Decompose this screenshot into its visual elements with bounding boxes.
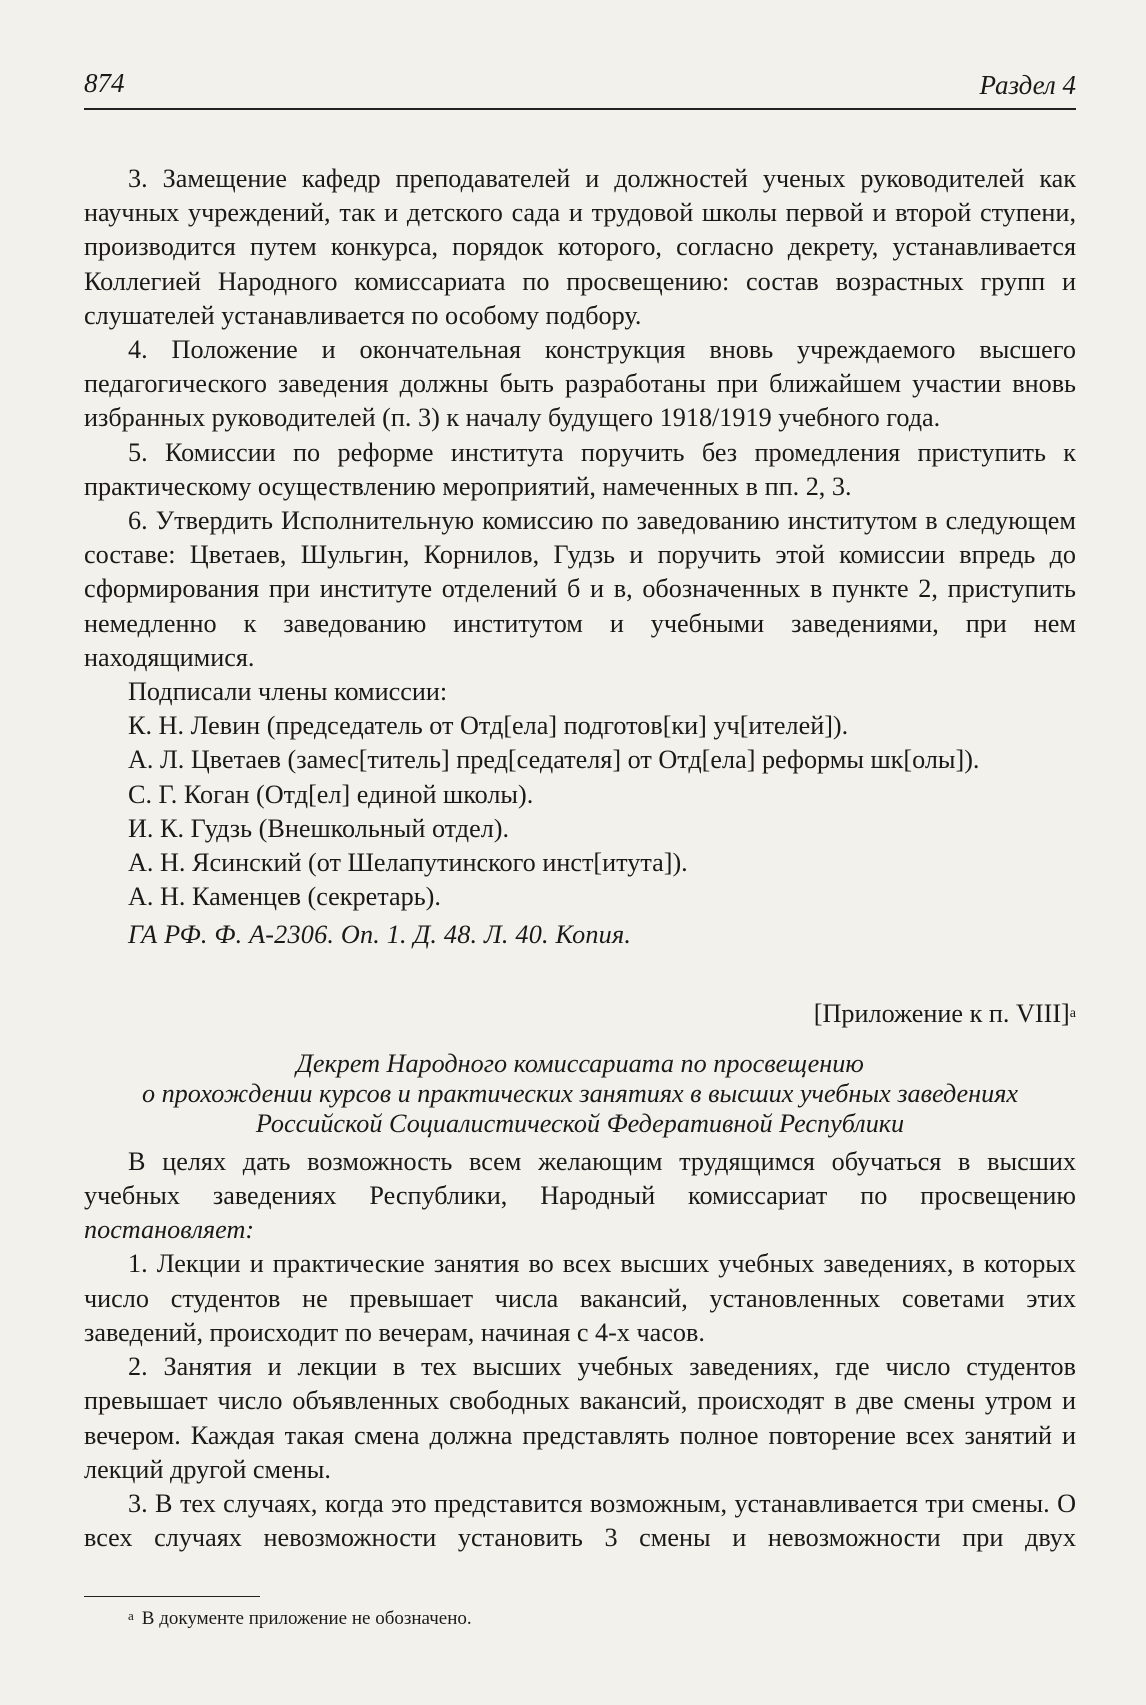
signature-levin: К. Н. Левин (председатель от Отд[ела] подготов[ки] уч[ителей]). — [128, 711, 849, 741]
page — [84, 60, 1076, 1629]
signature-gudz: И. К. Гудзь (Внешкольный отдел). — [128, 813, 510, 843]
footnote — [128, 1608, 472, 1630]
footnote-separator — [84, 1596, 260, 1597]
main-text — [84, 162, 1076, 1555]
paragraph-3: 3. Замещение кафедр преподавателей и должностей ученых руководителей как научных учреждений, так и детского сада и трудовой школы первой и второй ступени, производится путем конкурса, порядок которого, согласно декрету, устанавливается Коллегией Народного комиссариата по просвещению: состав возрастных групп и слушателей устанавливается по особому подбору. — [84, 164, 1076, 330]
decree-title-line-1: Декрет Народного комиссариата по просвещению — [296, 1048, 864, 1078]
signature-kogan: С. Г. Коган (Отд[ел] единой школы). — [128, 779, 534, 809]
archive-source: ГА РФ. Ф. А-2306. Оп. 1. Д. 48. Л. 40. Копия. — [128, 920, 632, 950]
footnote-ref: а — [1069, 1005, 1076, 1021]
decree-item-3: 3. В тех случаях, когда это представится возможным, устанавливается три смены. О всех случаях невозможности установить 3 смены и невозможности при двух — [84, 1488, 1076, 1553]
decree-intro-text: В целях дать возможность всем желающим трудящимся обучаться в высших учебных заведениях Республики, Народный комиссариат по просвещению — [84, 1146, 1076, 1211]
decree-title-line-3: Российской Социалистической Федеративной Республики — [255, 1108, 905, 1138]
running-header — [84, 60, 1076, 110]
decree-title-line-2: о прохождении курсов и практических занятиях в высших учебных заведениях — [141, 1078, 1019, 1108]
appendix-label — [84, 997, 1076, 1031]
paragraph-5: 5. Комиссии по реформе института поручить без промедления приступить к практическому осуществлению мероприятий, намеченных в пп. 2, 3. — [84, 437, 1076, 501]
paragraph-4: 4. Положение и окончательная конструкция вновь учреждаемого высшего педагогического заведения должны быть разработаны при ближайшем участии вновь избранных руководителей (п. 3) к началу будущего 1918/1919 учебного года. — [84, 335, 1076, 433]
footnote-mark: а — [128, 1608, 134, 1623]
signature-yasinsky: А. Н. Ясинский (от Шелапутинского инст[итута]). — [128, 848, 688, 878]
footnote-text: В документе приложение не обозначено. — [141, 1608, 472, 1629]
decree-intro — [84, 1145, 1076, 1248]
decree-item-1: 1. Лекции и практические занятия во всех высших учебных заведениях, в которых число студентов не превышает числа вакансий, установленных советами этих заведений, происходит по вечерам, начиная с 4-х часов. — [84, 1249, 1076, 1347]
paragraph-6: 6. Утвердить Исполнительную комиссию по заведованию институтом в следующем составе: Цветаев, Шульгин, Корнилов, Гудзь и поручить этой комиссии впредь до сформирования при институте отделений б и в, обозначенных в пункте 2, приступить немедленно к заведованию институтом и учебными заведениями, при нем находящимися. — [84, 506, 1076, 672]
page-number: 874 — [84, 68, 125, 98]
decree-title — [84, 1049, 1076, 1139]
signatures-intro: Подписали члены комиссии: — [128, 677, 448, 707]
decree-item-2: 2. Занятия и лекции в тех высших учебных заведениях, где число студентов превышает число объявленных свободных вакансий, происходят в две смены утром и вечером. Каждая такая смена должна представлять полное повторение всех занятий и лекций другой смены. — [84, 1352, 1076, 1484]
section-title: Раздел 4 — [979, 70, 1076, 100]
appendix-label-text: [Приложение к п. VIII] — [813, 998, 1070, 1028]
decree-intro-italic: постановляет: — [84, 1215, 255, 1245]
signature-kamentsev: А. Н. Каменцев (секретарь). — [128, 882, 441, 912]
signature-tsvetaev: А. Л. Цветаев (замес[титель] пред[седателя] от Отд[ела] реформы шк[олы]). — [128, 745, 980, 775]
